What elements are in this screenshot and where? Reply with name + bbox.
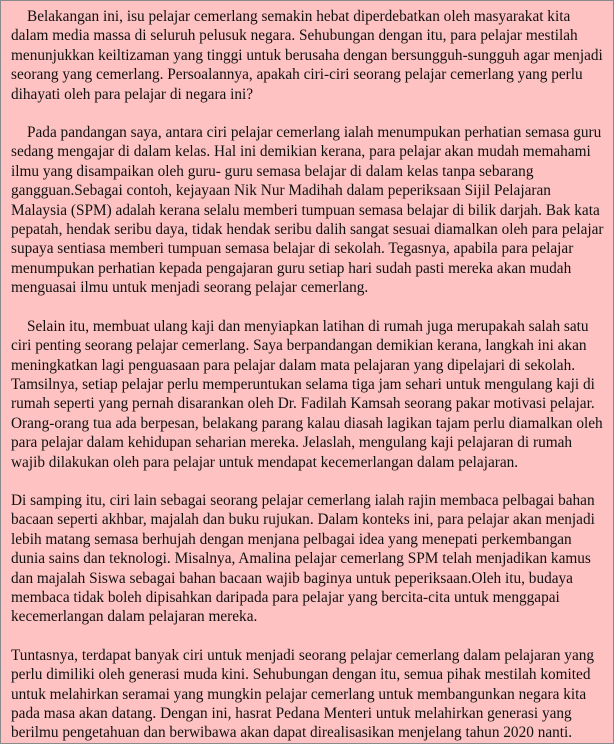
paragraph-conclusion: Tuntasnya, terdapat banyak ciri untuk menjadi seorang pelajar cemerlang dalam pelajaran yang perlu dimiliki oleh generasi muda kini. Sehubungan dengan itu, semua pihak mestilah komited untuk melahirkan seramai yang mungkin pelajar cemerlang untuk membangunkan negara kita pada masa akan datang. Dengan ini, hasrat Pedana Menteri untuk melahirkan generasi yang berilmu pengetahuan dan berwibawa akan dapat direalisasikan menjelang tahun 2020 nanti. xyxy=(11,646,595,742)
paragraph-introduction: Belakangan ini, isu pelajar cemerlang semakin hebat diperdebatkan oleh masyarakat kita dalam media massa di seluruh pelusuk negara. Sehubungan dengan itu, para pelajar mestilah menunjukkan keiltizaman yang tinggi untuk berusaha dengan bersungguh-sungguh agar menjadi seorang yang cemerlang. Persoalannya, apakah ciri-ciri seorang pelajar cemerlang yang perlu dihayati oleh para pelajar di negara ini? xyxy=(11,8,603,103)
paragraph-point-reading: Di samping itu, ciri lain sebagai seorang pelajar cemerlang ialah rajin membaca pelbagai bahan bacaan seperti akhbar, majalah dan buku rujukan. Dalam konteks ini, para pelajar akan menjadi lebih matang semasa berhujah dengan menjana pelbagai idea yang menepati perkembangan dunia sains dan teknologi. Misalnya, Amalina pelajar cemerlang SPM telah menjadikan kamus dan majalah Siswa sebagai bahan bacaan wajib baginya untuk peperiksaan.Oleh itu, budaya membaca tidak boleh dipisahkan daripada para pelajar yang bercita-cita untuk menggapai kecemerlangan dalam pelajaran mereka. xyxy=(11,491,595,626)
paragraph-point-revision: Selain itu, membuat ulang kaji dan menyiapkan latihan di rumah juga merupakah salah satu ciri penting seorang pelajar cemerlang. Saya berpandangan demikian kerana, langkah ini akan meningkatkan lagi penguasaan para pelajar dalam mata pelajaran yang dipelajari di sekolah. Tamsilnya, setiap pelajar perlu memperuntukan selama tiga jam sehari untuk mengulang kaji di rumah seperti yang pernah disarankan oleh Dr. Fadilah Kamsah seorang pakar motivasi pelajar. Orang-orang tua ada berpesan, belakang parang kalau diasah lagikan tajam perlu diamalkan oleh para pelajar dalam kehidupan seharian mereka. Jelaslah, mengulang kaji pelajaran di rumah wajib dilakukan oleh para pelajar untuk mendapat kecemerlangan dalam pelajaran. xyxy=(11,317,603,471)
paragraph-point-attention: Pada pandangan saya, antara ciri pelajar cemerlang ialah menumpukan perhatian semasa guru sedang mengajar di dalam kelas. Hal ini demikian kerana, para pelajar akan mudah memahami ilmu yang disampaikan oleh guru- guru semasa belajar di dalam kelas tanpa sebarang gangguan.Sebagai contoh, kejayaan Nik Nur Madihah dalam peperiksaan Sijil Pelajaran Malaysia (SPM) adalah kerana selalu memberi tumpuan semasa belajar di bilik darjah. Bak kata pepatah, hendak seribu daya, tidak hendak seribu dalih sangat sesuai diamalkan oleh para pelajar supaya sentiasa memberi tumpuan semasa belajar di sekolah. Tegasnya, apabila para pelajar menumpukan perhatian kepada pengajaran guru setiap hari sudah pasti mereka akan mudah menguasai ilmu untuk menjadi seorang pelajar cemerlang. xyxy=(11,124,604,297)
essay-body xyxy=(1,1,613,743)
